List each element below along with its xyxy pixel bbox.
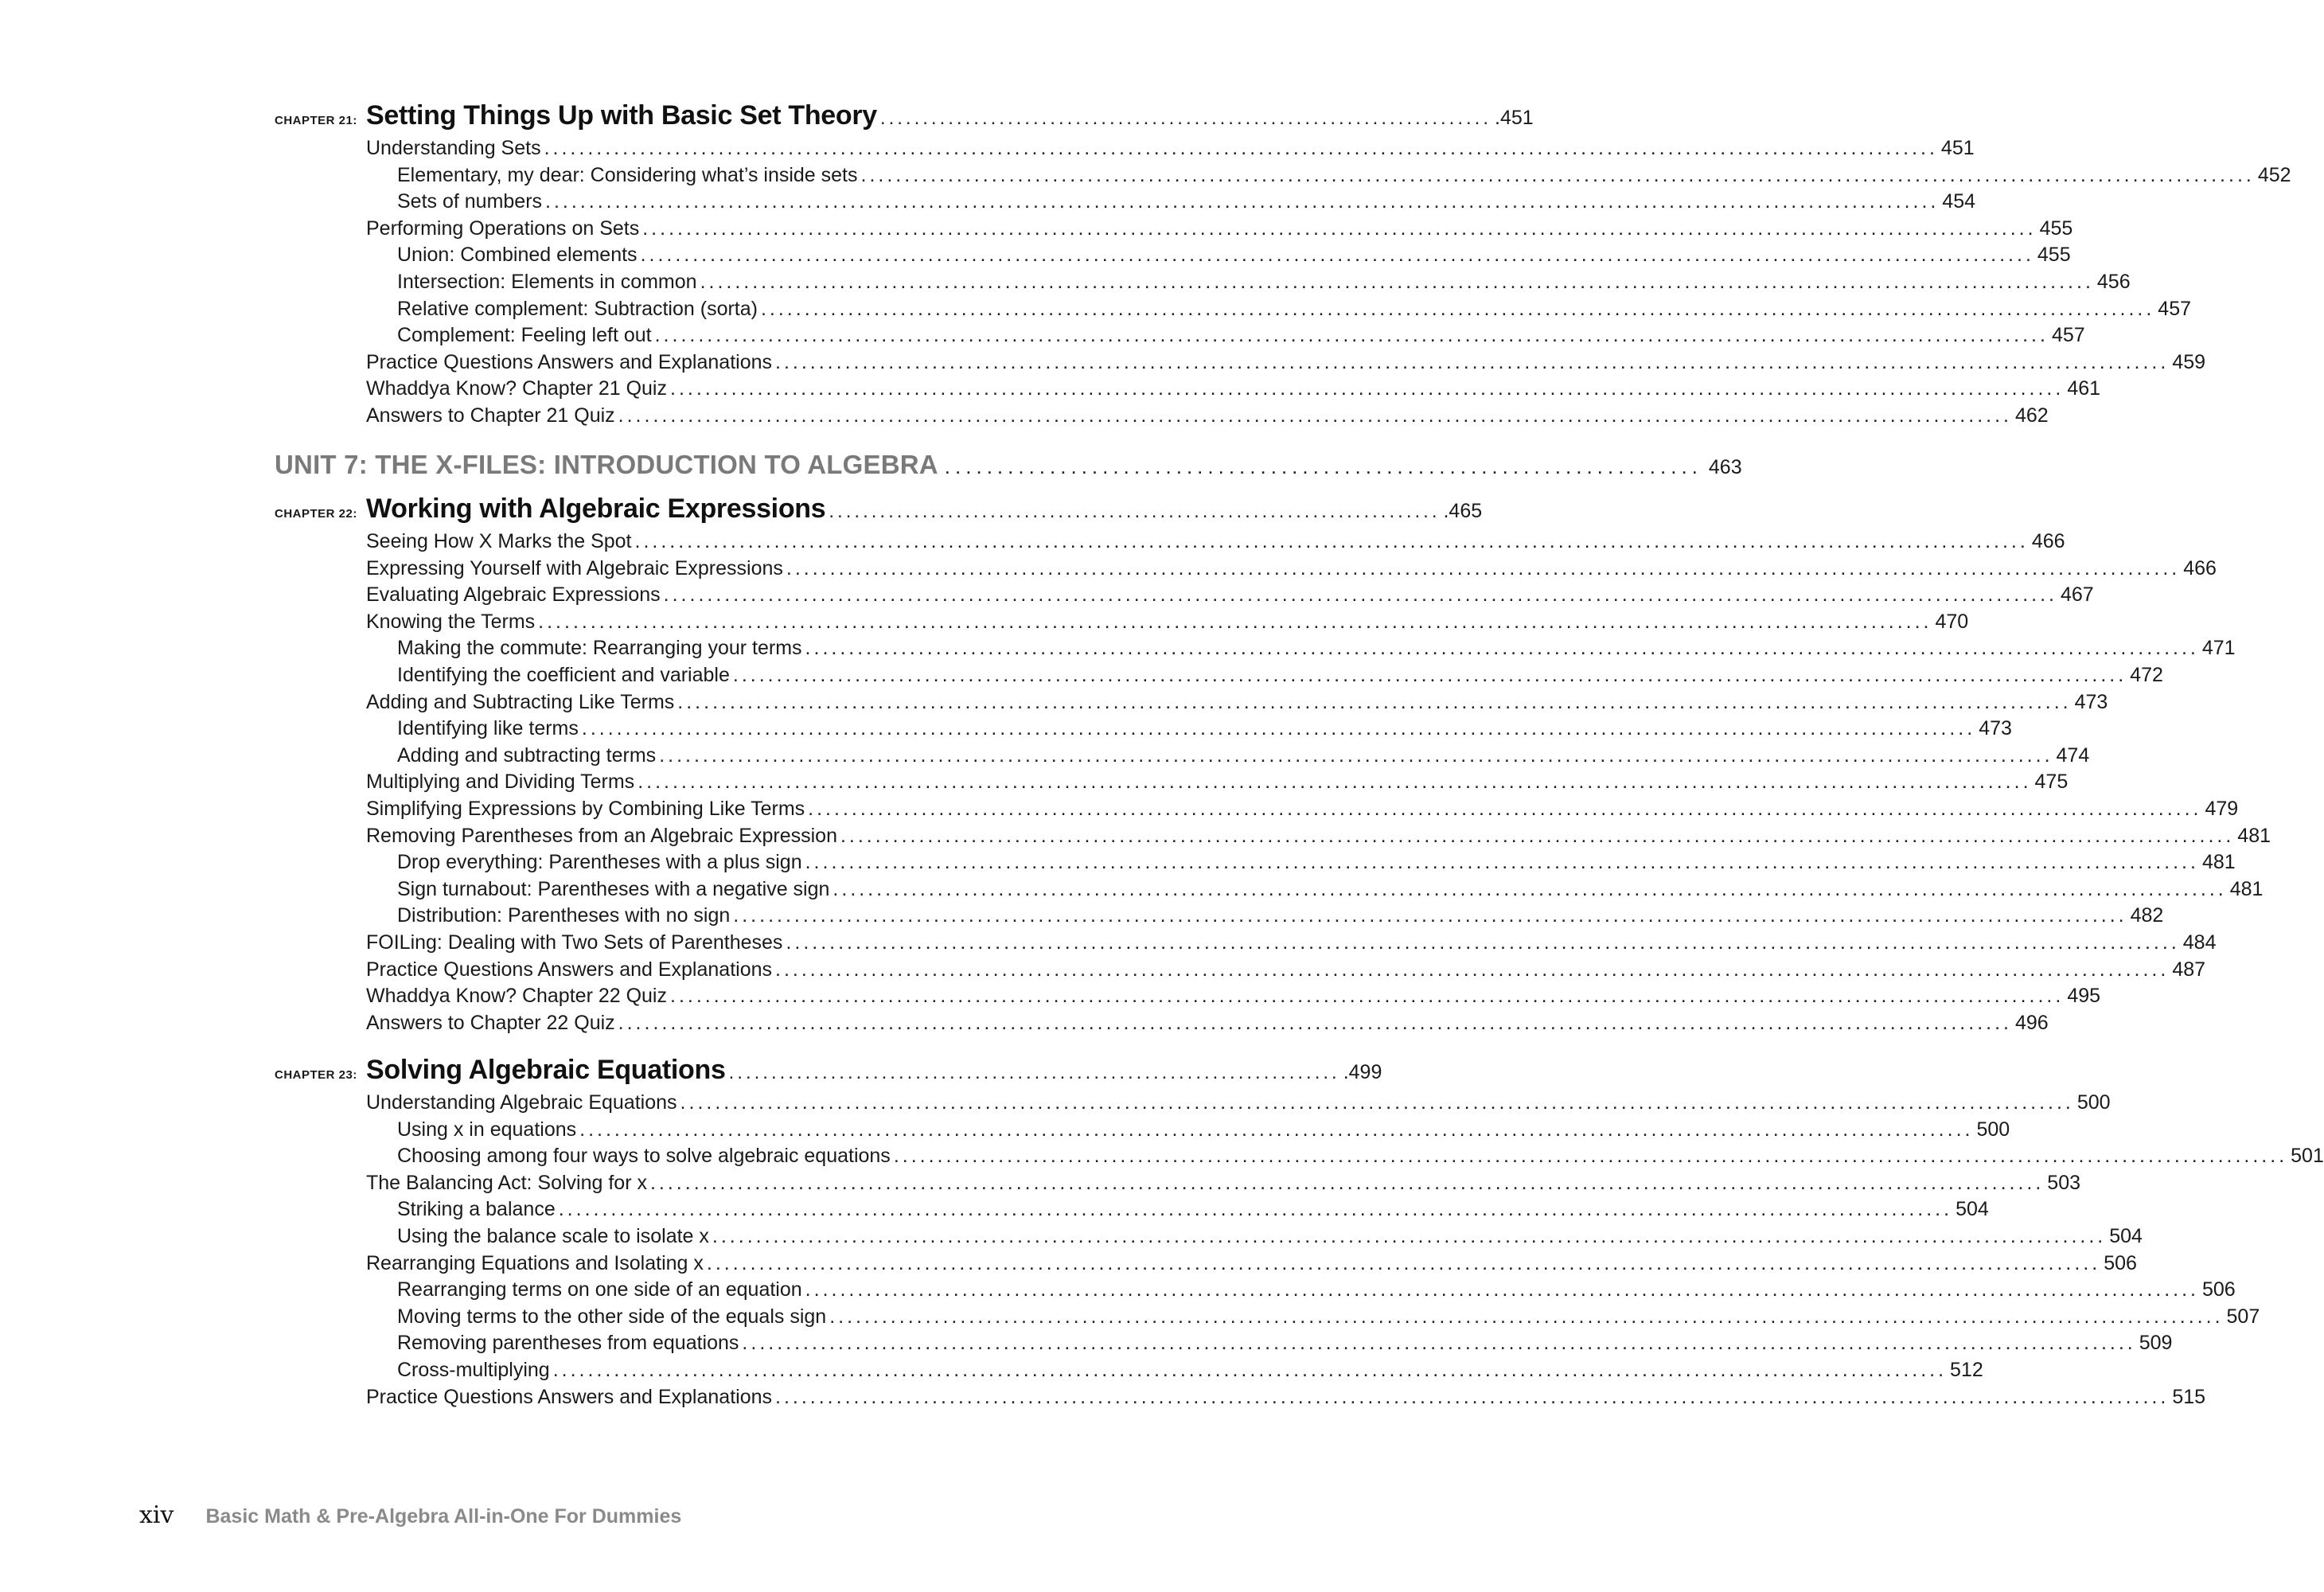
dot-leader: ................................................................................................................................................................ [579,1118,1974,1141]
dot-leader: ................................................................................................................................................................ [640,244,2034,267]
entry-title: Choosing among four ways to solve algebraic equations [397,1145,891,1168]
toc-entry[interactable] [397,163,2291,187]
dot-leader: ................................................................................................................................................................ [732,664,2127,686]
chapter-title: Solving Algebraic Equations [366,1055,726,1085]
toc-entry[interactable] [397,1359,1983,1382]
entry-title: The Balancing Act: Solving for x [366,1171,647,1194]
toc-entry[interactable] [366,931,2217,954]
unit-7-heading[interactable] [275,450,1742,480]
page-footer [139,1501,681,1529]
toc-entry[interactable] [397,1118,2010,1141]
dot-leader: ................................................................................................................................................................ [581,717,1976,740]
toc-entry[interactable] [366,530,2065,553]
page-number: 503 [2047,1171,2081,1194]
page-number: 452 [2257,163,2291,186]
dot-leader: ........................................................................ [944,455,1702,478]
dot-leader: ................................................................................................................................................................ [670,377,2065,400]
toc-entry[interactable] [366,958,2206,981]
toc-entry[interactable] [366,771,2069,794]
toc-entry[interactable] [366,1091,2111,1114]
entry-title: Performing Operations on Sets [366,217,640,240]
entry-title: Practice Questions Answers and Explanations [366,958,772,981]
dot-leader: ................................................................................................................................................................ [659,743,2053,767]
entry-title: Multiplying and Dividing Terms [366,771,635,794]
dot-leader: ................................................................................................................................................................ [700,271,2094,293]
dot-leader: ................................................................................................................................................................ [642,217,2037,240]
chapter-label: CHAPTER 21: [275,114,357,127]
page-number: 507 [2226,1305,2260,1328]
dot-leader: ................................................................................................................................................................ [893,1145,2288,1168]
chapter-22-heading[interactable] [275,494,1483,525]
page-number: 487 [2172,958,2206,981]
dot-leader: ................................................................................................................................................................ [544,137,1938,159]
entry-title: Union: Combined elements [397,244,638,267]
toc-entry[interactable] [366,824,2271,848]
entry-title: Striking a balance [397,1198,556,1221]
page-number: .499 [1343,1061,1382,1083]
entry-title: Adding and Subtracting Like Terms [366,690,675,713]
toc-entry[interactable] [397,1332,2173,1355]
page-number: 461 [2067,377,2101,400]
dot-leader: ................................................................................................................................................................ [742,1332,2136,1355]
entry-title: Rearranging terms on one side of an equation [397,1278,802,1301]
entry-title: Seeing How X Marks the Spot [366,530,632,552]
dot-leader: ................................................................................................................................................................ [786,556,2181,579]
page-number: 463 [1708,456,1742,478]
dot-leader: ................................................................................................................................................................ [634,530,2029,552]
toc-entry[interactable] [397,190,1976,213]
page-number: 501 [2291,1145,2324,1168]
entry-title: FOILing: Dealing with Two Sets of Parentheses [366,931,783,954]
toc-entry[interactable] [366,217,2073,240]
toc-entry[interactable] [366,1385,2206,1409]
entry-title: Whaddya Know? Chapter 22 Quiz [366,985,667,1008]
toc-entry[interactable] [366,798,2239,821]
toc-entry[interactable] [397,717,2012,740]
page-number: 471 [2201,637,2236,660]
dot-leader: ................................................................................................................................................................ [618,1011,2012,1034]
toc-entry[interactable] [397,851,2236,874]
page-number: 500 [1976,1118,2010,1141]
page-number: 481 [2237,824,2271,847]
toc-entry[interactable] [366,137,1975,160]
page-number: 472 [2130,664,2163,686]
page-number: 466 [2031,530,2065,552]
dot-leader: ................................................................................................................................................................ [833,877,2227,900]
page-number: 496 [2014,1011,2049,1034]
dot-leader: ................................................................................................................................................................ [786,931,2180,954]
toc-entry[interactable] [397,1198,1989,1221]
page-number: 473 [1979,717,2012,740]
chapter-23-heading[interactable] [275,1055,1382,1086]
page-number: 470 [1935,610,1969,633]
page-number: 451 [1940,137,1975,159]
entry-title: Moving terms to the other side of the equals sign [397,1305,827,1328]
page-number: 504 [1956,1198,1989,1221]
toc-entry[interactable] [397,664,2163,687]
dot-leader: ................................................................................................................................................................ [829,1305,2224,1328]
page-number: 509 [2139,1332,2173,1355]
page-number: 500 [2076,1091,2111,1114]
dot-leader: ................................................................................................................................................................ [654,324,2049,347]
dot-leader: ................................................................................................................................................................ [618,404,2012,427]
toc-entry[interactable] [366,583,2094,607]
toc-entry[interactable] [366,985,2101,1008]
page-number: 484 [2182,931,2217,954]
toc-entry[interactable] [366,1011,2049,1035]
entry-title: Using x in equations [397,1118,577,1141]
page-number: 495 [2067,985,2101,1008]
dot-leader: ................................................................................................................................................................ [677,690,2072,713]
entry-title: Elementary, my dear: Considering what’s inside sets [397,163,858,186]
entry-title: Whaddya Know? Chapter 21 Quiz [366,377,667,400]
entry-title: Rearranging Equations and Isolating x [366,1251,704,1274]
dot-leader: ........................................................................ [879,107,1492,129]
toc-entry[interactable] [397,1305,2260,1329]
dot-leader: ................................................................................................................................................................ [775,1385,2170,1408]
toc-entry[interactable] [397,244,2071,267]
dot-leader: ................................................................................................................................................................ [805,1278,2199,1301]
dot-leader: ................................................................................................................................................................ [663,583,2057,607]
page-number: .451 [1495,107,1534,129]
page-number: 474 [2056,743,2090,767]
chapter-title: Setting Things Up with Basic Set Theory [366,100,877,131]
page-number: 481 [2229,877,2264,900]
dot-leader: ................................................................................................................................................................ [649,1171,2045,1194]
page-number: 473 [2074,690,2108,713]
page-number: 462 [2014,404,2049,427]
folio-page-number: xiv [139,1501,174,1529]
toc-entry[interactable] [397,637,2236,660]
entry-title: Understanding Algebraic Equations [366,1091,677,1114]
chapter-title: Working with Algebraic Expressions [366,494,826,524]
page-number: 459 [2172,350,2206,373]
dot-leader: ................................................................................................................................................................ [808,798,2202,820]
chapter-21-heading[interactable] [275,100,1534,131]
page-number: 482 [2130,904,2164,927]
toc-entry[interactable] [366,1171,2081,1195]
entry-title: Complement: Feeling left out [397,324,652,347]
toc-entry[interactable] [397,877,2264,901]
toc-entry[interactable] [397,297,2192,321]
page-number: 506 [2202,1278,2236,1301]
entry-title: Answers to Chapter 22 Quiz [366,1011,615,1034]
entry-title: Making the commute: Rearranging your terms [397,637,802,660]
toc-entry[interactable] [397,743,2090,767]
dot-leader: ................................................................................................................................................................ [706,1251,2101,1274]
page-number: 512 [1950,1359,1983,1381]
entry-title: Distribution: Parentheses with no sign [397,904,731,927]
toc-entry[interactable] [366,556,2217,580]
dot-leader: ................................................................................................................................................................ [805,851,2199,874]
entry-title: Understanding Sets [366,137,541,159]
page-number: 466 [2183,556,2217,579]
entry-title: Adding and subtracting terms [397,743,657,767]
toc-entry[interactable] [366,350,2206,374]
dot-leader: ................................................................................................................................................................ [840,824,2235,847]
dot-leader: ................................................................................................................................................................ [552,1359,1948,1381]
entry-title: Identifying like terms [397,717,579,740]
entry-title: Expressing Yourself with Algebraic Expressions [366,556,783,579]
entry-title: Removing Parentheses from an Algebraic Expression [366,824,837,847]
dot-leader: ........................................................................ [728,1062,1340,1083]
dot-leader: ................................................................................................................................................................ [805,637,2199,660]
dot-leader: ................................................................................................................................................................ [775,350,2170,373]
page-number: 481 [2201,851,2236,874]
entry-title: Practice Questions Answers and Explanations [366,1385,772,1408]
page-number: 455 [2037,244,2071,267]
entry-title: Knowing the Terms [366,610,536,633]
toc-entry[interactable] [366,690,2108,714]
entry-title: Cross-multiplying [397,1359,550,1381]
page-number: 506 [2104,1251,2137,1274]
chapter-label: CHAPTER 22: [275,507,357,521]
toc-entry[interactable] [397,1225,2143,1248]
toc-entry[interactable] [366,404,2049,427]
entry-title: Removing parentheses from equations [397,1332,739,1355]
toc-entry[interactable] [397,1278,2236,1301]
toc-entry[interactable] [366,377,2101,400]
book-title: Basic Math & Pre-Algebra All-in-One For Dummies [205,1505,682,1528]
dot-leader: ................................................................................................................................................................ [733,904,2127,927]
page-number: 455 [2039,217,2073,240]
entry-title: Simplifying Expressions by Combining Like Terms [366,798,805,820]
dot-leader: ................................................................................................................................................................ [860,163,2255,186]
chapter-label: CHAPTER 23: [275,1068,357,1082]
entry-title: Identifying the coefficient and variable [397,664,730,686]
entry-title: Sets of numbers [397,190,543,213]
page-number: 475 [2034,771,2069,794]
entry-title: Evaluating Algebraic Expressions [366,583,661,607]
dot-leader: ................................................................................................................................................................ [558,1198,1953,1221]
dot-leader: ........................................................................ [829,501,1441,522]
page-number: 454 [1942,190,1976,213]
page-number: 504 [2109,1225,2143,1247]
toc-entry[interactable] [366,1251,2137,1275]
dot-leader: ................................................................................................................................................................ [638,771,2032,794]
toc-entry[interactable] [397,324,2085,347]
entry-title: Practice Questions Answers and Explanations [366,350,772,373]
unit-title: UNIT 7: THE X-FILES: INTRODUCTION TO ALGEBRA [275,450,938,479]
entry-title: Sign turnabout: Parentheses with a negative sign [397,877,830,900]
dot-leader: ................................................................................................................................................................ [775,958,2170,981]
toc-entry[interactable] [397,1145,2324,1168]
page-number: .465 [1443,500,1483,522]
dot-leader: ................................................................................................................................................................ [680,1091,2074,1114]
page-number: 456 [2096,271,2131,293]
page-number: 457 [2051,324,2085,347]
entry-title: Answers to Chapter 21 Quiz [366,404,615,427]
dot-leader: ................................................................................................................................................................ [712,1225,2107,1247]
dot-leader: ................................................................................................................................................................ [545,190,1940,213]
page-number: 479 [2205,798,2239,820]
toc-entry[interactable] [397,271,2131,294]
toc-entry[interactable] [366,610,1969,634]
page-number: 457 [2158,297,2192,320]
entry-title: Drop everything: Parentheses with a plus sign [397,851,802,874]
page-number: 515 [2172,1385,2206,1408]
entry-title: Using the balance scale to isolate x [397,1225,709,1247]
entry-title: Intersection: Elements in common [397,271,697,293]
page-number: 467 [2060,583,2094,607]
entry-title: Relative complement: Subtraction (sorta) [397,297,758,320]
dot-leader: ................................................................................................................................................................ [538,610,1932,633]
toc-entry[interactable] [397,904,2164,927]
dot-leader: ................................................................................................................................................................ [670,985,2065,1008]
dot-leader: ................................................................................................................................................................ [760,297,2155,320]
